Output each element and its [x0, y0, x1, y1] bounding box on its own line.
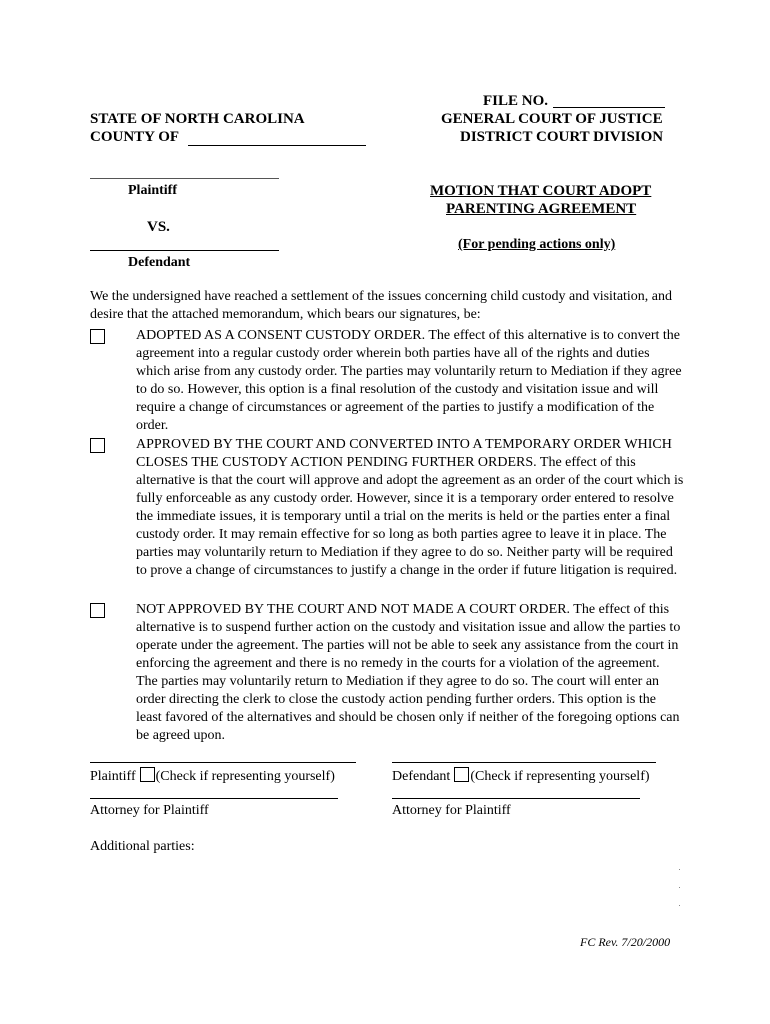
option-temporary-order-checkbox[interactable] — [90, 438, 105, 453]
motion-subtitle: (For pending actions only) — [458, 237, 616, 252]
defendant-name-field[interactable] — [90, 250, 279, 251]
county-label: COUNTY OF — [90, 129, 180, 145]
margin-mark — [679, 905, 680, 906]
form-revision: FC Rev. 7/20/2000 — [580, 935, 671, 949]
defendant-self-rep-checkbox[interactable] — [454, 767, 469, 782]
file-no-label: FILE NO. — [483, 93, 549, 109]
plaintiff-name-field[interactable] — [90, 178, 279, 179]
defendant-self-rep-label: (Check if representing yourself) — [470, 769, 650, 784]
option-consent-order-checkbox[interactable] — [90, 329, 105, 344]
option-not-approved-text: NOT APPROVED BY THE COURT AND NOT MADE A COURT ORDER. The effect of this alternative is to suspend further action on the custody and visitation issue and allow the parties to operate under the agreement. The parties will not be able to seek any assistance from the court in enforcing the agreement and there is no remedy in the courts for a violation of the agreement. The parties may voluntarily return to Mediation if they agree to do so. The court will enter an order directing the clerk to close the custody action pending further orders. This option is the least favored of the alternatives and should be chosen only if neither of the foregoing options can be agreed upon. — [136, 602, 681, 743]
option-temporary-order-text: APPROVED BY THE COURT AND CONVERTED INTO A TEMPORARY ORDER WHICH CLOSES THE CUSTODY ACTION PENDING FURTHER ORDERS. The effect of this alternative is that the court will approve and adopt the agreement as an order of the court which is fully enforceable as any custody order. However, since it is a temporary order entered to resolve the immediate issues, it is temporary until a trial on the merits is held or the parties enter a final custody order. It may remain effective for so long as both parties agree to leave it in place. The parties may voluntarily return to Mediation if they agree to do so. Neither party will be required to prove a change of circumstances to justify a change in the order if future litigation is required. — [136, 437, 684, 578]
defendant-caption: Defendant — [128, 255, 191, 270]
defendant-signature-line[interactable] — [392, 762, 656, 763]
attorney-left-label: Attorney for Plaintiff — [90, 803, 209, 818]
motion-title-line1: MOTION THAT COURT ADOPT — [430, 183, 652, 199]
plaintiff-caption: Plaintiff — [128, 183, 177, 198]
versus-label: VS. — [147, 219, 170, 235]
defendant-attorney-line[interactable] — [392, 798, 640, 799]
attorney-right-label: Attorney for Plaintiff — [392, 803, 511, 818]
plaintiff-attorney-line[interactable] — [90, 798, 338, 799]
option-not-approved-checkbox[interactable] — [90, 603, 105, 618]
plaintiff-self-rep-label: (Check if representing yourself) — [155, 769, 335, 784]
margin-mark — [679, 887, 680, 888]
plaintiff-self-rep-checkbox[interactable] — [140, 767, 155, 782]
intro-paragraph: We the undersigned have reached a settlement of the issues concerning child custody and visitation, and desire that the attached memorandum, which bears our signatures, be: — [90, 289, 673, 322]
motion-title-line2: PARENTING AGREEMENT — [446, 201, 637, 217]
additional-parties-label: Additional parties: — [90, 839, 195, 854]
option-consent-order-text: ADOPTED AS A CONSENT CUSTODY ORDER. The effect of this alternative is to convert the agreement into a regular custody order wherein both parties have all of the rights and duties which arise from any custody order. The parties may voluntarily return to Mediation if they agree to do so. However, this option is a final resolution of the custody and visitation issue and will require a change of circumstances or agreement of the parties to justify a modification of the order. — [136, 328, 682, 433]
file-no-field[interactable] — [553, 107, 665, 108]
county-field[interactable] — [188, 145, 366, 146]
court-name: GENERAL COURT OF JUSTICE — [441, 111, 663, 127]
court-division: DISTRICT COURT DIVISION — [460, 129, 664, 145]
margin-mark — [679, 869, 680, 870]
defendant-signature-label: Defendant (Check if representing yourself) — [392, 769, 650, 784]
plaintiff-signature-line[interactable] — [90, 762, 356, 763]
state-name: STATE OF NORTH CAROLINA — [90, 111, 305, 127]
plaintiff-signature-label: Plaintiff (Check if representing yourself) — [90, 769, 335, 784]
